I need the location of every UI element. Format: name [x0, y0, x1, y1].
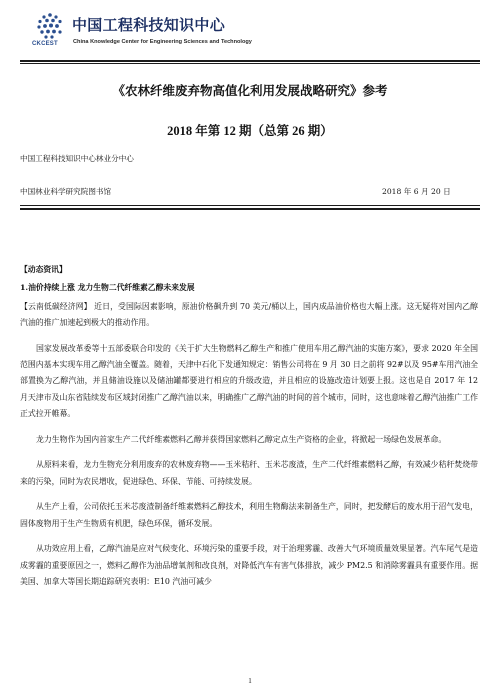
center-name: 中国工程科技知识中心	[72, 16, 226, 34]
article-title: 1.油价持续上涨 龙力生物二代纤维素乙醇未来发展	[20, 283, 195, 292]
paragraph: 国家发展改革委等十五部委联合印发的《关于扩大生物燃料乙醇生产和推广使用车用乙醇汽油的实施方案》，要求 2020 年全国范围内基本实现车用乙醇汽油全覆盖。随着，天津中石化下发通知规定：销售公司将在 9 月 30 日之前将 92#以及 95#车用汽油全部置换为乙醇汽油，并且储油设施以及储油罐都要进行相应的升级改造，并且相应的设施改造计划要上报。这也是自 2017 年 12 月天津市及山东省陆续发布区域封闭推广乙醇汽油以来，明确推广乙醇汽油的时间的首个城市，同时，这也意味着乙醇汽油推广工作正式拉开帷幕。	[20, 344, 478, 418]
issue-number: 2018 年第 12 期（总第 26 期）	[167, 124, 333, 138]
paragraph: 从生产上看，公司依托玉米芯废渣制备纤维素燃料乙醇技术，利用生物酶法来制备生产，同时，把发酵后的废水用于沼气发电，固体废物用于生产生物质有机肥，绿色环保，循环发展。	[20, 502, 478, 528]
article-body	[20, 299, 478, 600]
header-rule-thin	[20, 63, 480, 64]
paragraph: 龙力生物作为国内首家生产二代纤维素燃料乙醇并获得国家燃料乙醇定点生产资格的企业，将掀起一场绿色发展革命。	[36, 434, 447, 444]
paragraph: 从原料来看，龙力生物充分利用废弃的农林废弃物——玉米秸秆、玉米芯废渣，生产二代纤维素燃料乙醇，有效减少秸秆焚烧带来的污染，同时为农民增收，促进绿色、环保、节能、可持续发展。	[20, 460, 478, 486]
meta-rule-thick	[20, 208, 480, 210]
document-title: 《农林纤维废弃物高值化利用发展战略研究》参考	[112, 83, 388, 98]
center-name-english: China Knowledge Center for Engineering Sciences and Technology	[73, 39, 252, 45]
header-rule-thick	[20, 60, 480, 62]
section-heading: 【动态资讯】	[20, 265, 67, 274]
logo-text: CKCEST	[32, 41, 58, 47]
meta-rule-thin	[20, 205, 480, 206]
paragraph: 从功效应用上看，乙醇汽油是应对气候变化、环境污染的重要手段，对于治理雾霾、改善大气环境质量效果显著。汽车尾气是造成雾霾的重要原因之一，燃料乙醇作为油品增氧剂和改良剂，对降低汽车有害气体排放，减少 PM2.5 和消除雾霾具有重要作用。据美国、加拿大等国长期追踪研究表明：E10 汽油可减少	[20, 544, 478, 586]
library: 中国林业科学研究院图书馆	[20, 187, 112, 196]
paragraph: 【云南低碳经济网】 近日，受国际因素影响，原油价格飙升到 70 美元/桶以上，国内成品油价格也大幅上涨。这无疑将对国内乙醇汽油的推广加速起到极大的推动作用。	[20, 302, 478, 328]
publish-date: 2018 年 6 月 20 日	[382, 187, 451, 196]
ckcest-logo-icon	[36, 12, 64, 40]
page-number: 1	[248, 677, 252, 685]
publisher: 中国工程科技知识中心林业分中心	[20, 154, 134, 163]
